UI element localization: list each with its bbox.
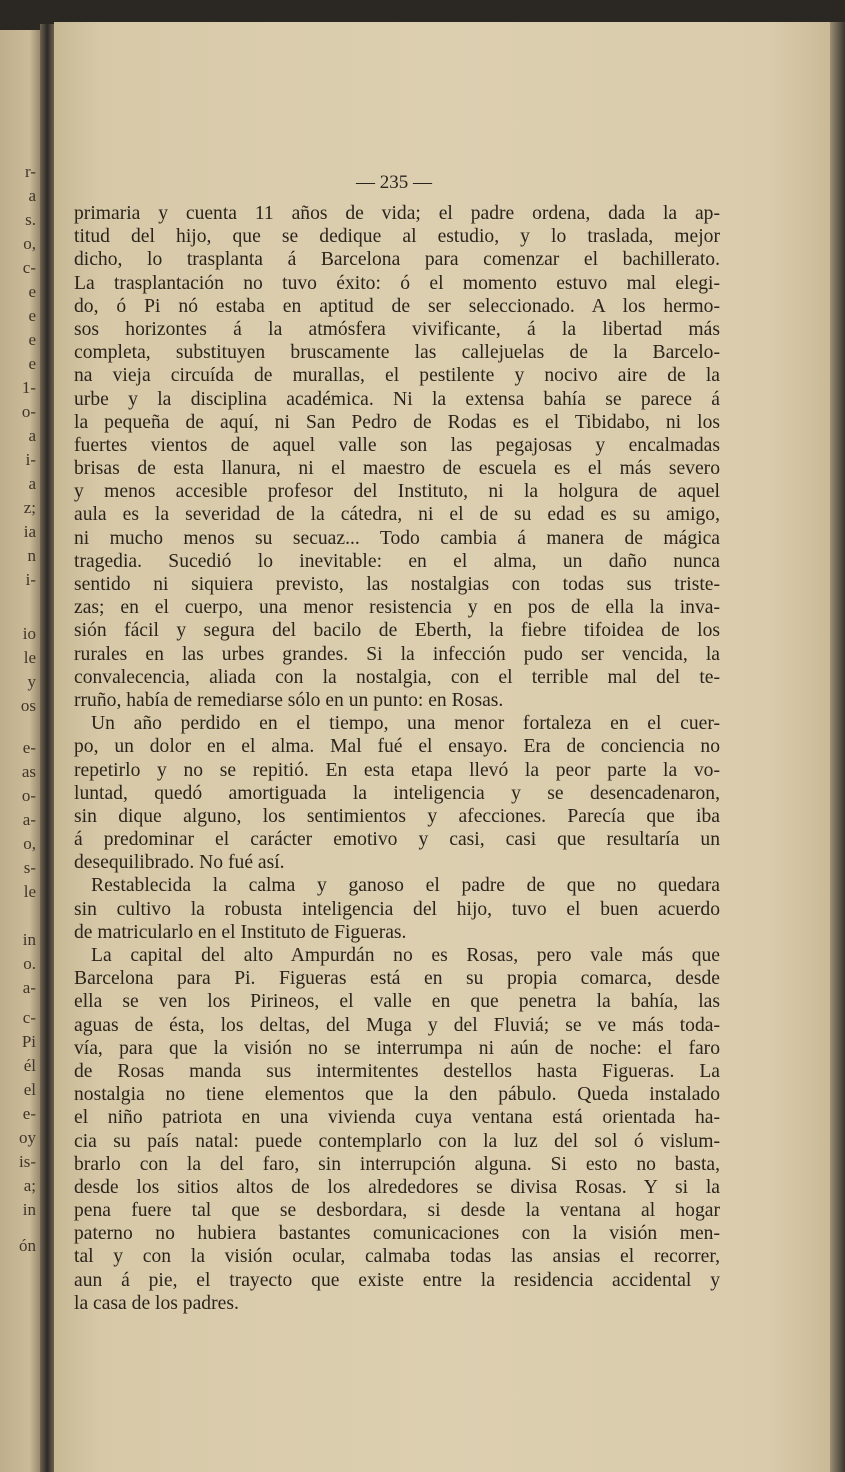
previous-page-fragment: e (28, 306, 36, 325)
previous-page-fragment: él (23, 1056, 36, 1075)
paragraph (74, 202, 720, 712)
text-line: Un año perdido en el tiempo, una menor fortaleza en el cuer- (91, 713, 720, 735)
previous-page-fragment: as (21, 762, 36, 781)
text-line: vía, para que la visión no se interrumpa ni aún de noche: el faro (74, 1037, 720, 1059)
previous-page-fragment: i- (25, 570, 36, 589)
text-line: de Rosas manda sus intermitentes destellos hasta Figueras. La (74, 1060, 720, 1082)
text-line: Restablecida la calma y ganoso el padre de que no quedara (91, 875, 720, 897)
text-line: pena fuere tal que se desbordara, si desde la ventana al hogar (74, 1200, 720, 1222)
text-line: rruño, había de remediarse sólo en un punto: en Rosas. (74, 689, 504, 711)
previous-page-fragment: y (27, 672, 36, 691)
previous-page-fragment: e (28, 330, 36, 349)
text-line: luntad, quedó amortiguada la inteligencia y se desencadenaron, (74, 782, 720, 804)
paragraph (74, 874, 720, 944)
previous-page-edge (0, 30, 42, 1472)
previous-page-fragment: a (28, 474, 36, 493)
previous-page-fragment: z; (23, 498, 36, 517)
text-line: po, un dolor en el alma. Mal fué el ensayo. Era de conciencia no (74, 736, 720, 758)
previous-page-fragment: s- (23, 858, 36, 877)
text-line: desde los sitios altos de los alrededores se divisa Rosas. Y si la (74, 1176, 720, 1198)
text-line: fuertes vientos de aquel valle son las pegajosas y encalmadas (74, 434, 720, 456)
text-line: el niño patriota en una vivienda cuya ventana está orientada ha- (74, 1107, 720, 1129)
text-line: na vieja circuída de murallas, el pestilente y nocivo aire de la (74, 365, 720, 387)
text-line: la casa de los padres. (74, 1292, 239, 1314)
previous-page-fragment: io (22, 624, 36, 643)
text-line: aula es la severidad de la cátedra, ni el de su edad es su amigo, (74, 504, 720, 526)
text-line: zas; en el cuerpo, una menor resistencia y en pos de ella la inva- (74, 597, 720, 619)
previous-page-fragment: ón (19, 1236, 36, 1255)
text-line: la pequeña de aquí, ni San Pedro de Rodas es el Tibidabo, ni los (74, 411, 720, 433)
previous-page-fragment: n (27, 546, 36, 565)
text-line: repetirlo y no se repitió. En esta etapa llevó la peor parte la vo- (74, 759, 720, 781)
text-line: La trasplantación no tuvo éxito: ó el momento estuvo mal elegi- (74, 272, 720, 294)
body-text (74, 202, 720, 1315)
previous-page-fragment: oy (19, 1128, 36, 1147)
previous-page-fragment: le (23, 648, 36, 667)
previous-page-fragment: a (28, 426, 36, 445)
text-line: paterno no hubiera bastantes comunicaciones con la visión men- (74, 1223, 720, 1245)
previous-page-fragment: a- (22, 810, 36, 829)
previous-page-fragment: i- (25, 450, 36, 469)
text-line: ella se ven los Pirineos, el valle en que penetra la bahía, las (74, 991, 720, 1013)
previous-page-fragment: r- (25, 162, 36, 181)
previous-page-fragment: a- (22, 978, 36, 997)
previous-page-fragment: e- (22, 738, 36, 757)
previous-page-fragment: c- (22, 258, 36, 277)
previous-page-fragment: in (22, 1200, 36, 1219)
text-line: sin cultivo la robusta inteligencia del hijo, tuvo el buen acuerdo (74, 898, 720, 920)
text-line: brarlo con la del faro, sin interrupción alguna. Si esto no basta, (74, 1153, 720, 1175)
text-line: ni mucho menos su secuaz... Todo cambia á manera de mágica (74, 527, 720, 549)
previous-page-fragment: in (22, 930, 36, 949)
text-line: sin dique alguno, los sentimientos y afecciones. Parecía que iba (74, 805, 720, 827)
previous-page-fragment: e- (22, 1104, 36, 1123)
page-right-edge (830, 22, 845, 1472)
text-line: urbe y la disciplina académica. Ni la extensa bahía se parece á (74, 388, 720, 410)
text-line: de matricularlo en el Instituto de Figueras. (74, 921, 407, 943)
text-line: aguas de ésta, los deltas, del Muga y del Fluviá; se ve más toda- (74, 1014, 720, 1036)
previous-page-fragment: e (28, 282, 36, 301)
previous-page-fragment: el (23, 1080, 36, 1099)
previous-page-fragment: ia (23, 522, 36, 541)
text-line: brisas de esta llanura, ni el maestro de escuela es el más severo (74, 458, 720, 480)
paragraph (74, 712, 720, 874)
previous-page-fragment: a; (23, 1176, 36, 1195)
text-line: y menos accesible profesor del Instituto, ni la holgura de aquel (74, 481, 720, 503)
text-line: á predominar el carácter emotivo y casi, casi que resultaría un (74, 829, 720, 851)
previous-page-fragment: o- (21, 402, 36, 421)
previous-page-fragment: a (28, 186, 36, 205)
previous-page-fragment: o, (23, 834, 36, 853)
previous-page-fragment: o- (21, 786, 36, 805)
previous-page-fragment: 1- (21, 378, 36, 397)
text-line: rurales en las urbes grandes. Si la infección pudo ser vencida, la (74, 643, 720, 665)
text-line: La capital del alto Ampurdán no es Rosas, pero vale más que (91, 945, 720, 966)
text-line: Barcelona para Pi. Figueras está en su propia comarca, desde (74, 968, 720, 990)
previous-page-fragment: is- (19, 1152, 36, 1171)
text-line: aun á pie, el trayecto que existe entre la residencia accidental y (74, 1269, 720, 1291)
previous-page-fragment: o. (23, 954, 36, 973)
previous-page-fragment: o, (23, 234, 36, 253)
book-page (54, 22, 832, 1472)
previous-page-fragment: os (20, 696, 36, 715)
previous-page-fragment: s. (25, 210, 36, 229)
previous-page-fragment: Pi (21, 1032, 36, 1051)
text-line: completa, substituyen bruscamente las callejuelas de la Barcelo- (74, 342, 720, 364)
text-line: sos horizontes á la atmósfera vivificante, á la libertad más (74, 318, 720, 340)
page-number: — 235 — (356, 172, 432, 193)
text-line: dicho, lo trasplanta á Barcelona para comenzar el bachillerato. (74, 249, 720, 271)
text-line: tal y con la visión ocular, calmaba todas las ansias el recorrer, (74, 1246, 720, 1268)
text-line: primaria y cuenta 11 años de vida; el padre ordena, dada la ap- (74, 203, 720, 224)
text-line: desequilibrado. No fué así. (74, 852, 285, 874)
paragraph (74, 944, 720, 1315)
text-line: tragedia. Sucedió lo inevitable: en el alma, un daño nunca (74, 550, 720, 572)
text-line: do, ó Pi nó estaba en aptitud de ser seleccionado. A los hermo- (74, 295, 720, 317)
previous-page-fragment: e (28, 354, 36, 373)
text-line: sión fácil y segura del bacilo de Eberth, la fiebre tifoidea de los (74, 620, 720, 642)
text-line: cia su país natal: puede contemplarlo con la luz del sol ó vislum- (74, 1130, 720, 1152)
text-line: convalecencia, aliada con la nostalgia, con el terrible mal del te- (74, 666, 720, 688)
previous-page-fragment: le (23, 882, 36, 901)
text-line: titud del hijo, que se dedique al estudio, y lo traslada, mejor (74, 226, 720, 248)
text-line: sentido ni siquiera previsto, las nostalgias con todas sus triste- (74, 574, 720, 595)
text-line: nostalgia no tiene elementos que la den pábulo. Queda instalado (74, 1084, 720, 1106)
previous-page-fragment: c- (22, 1008, 36, 1027)
